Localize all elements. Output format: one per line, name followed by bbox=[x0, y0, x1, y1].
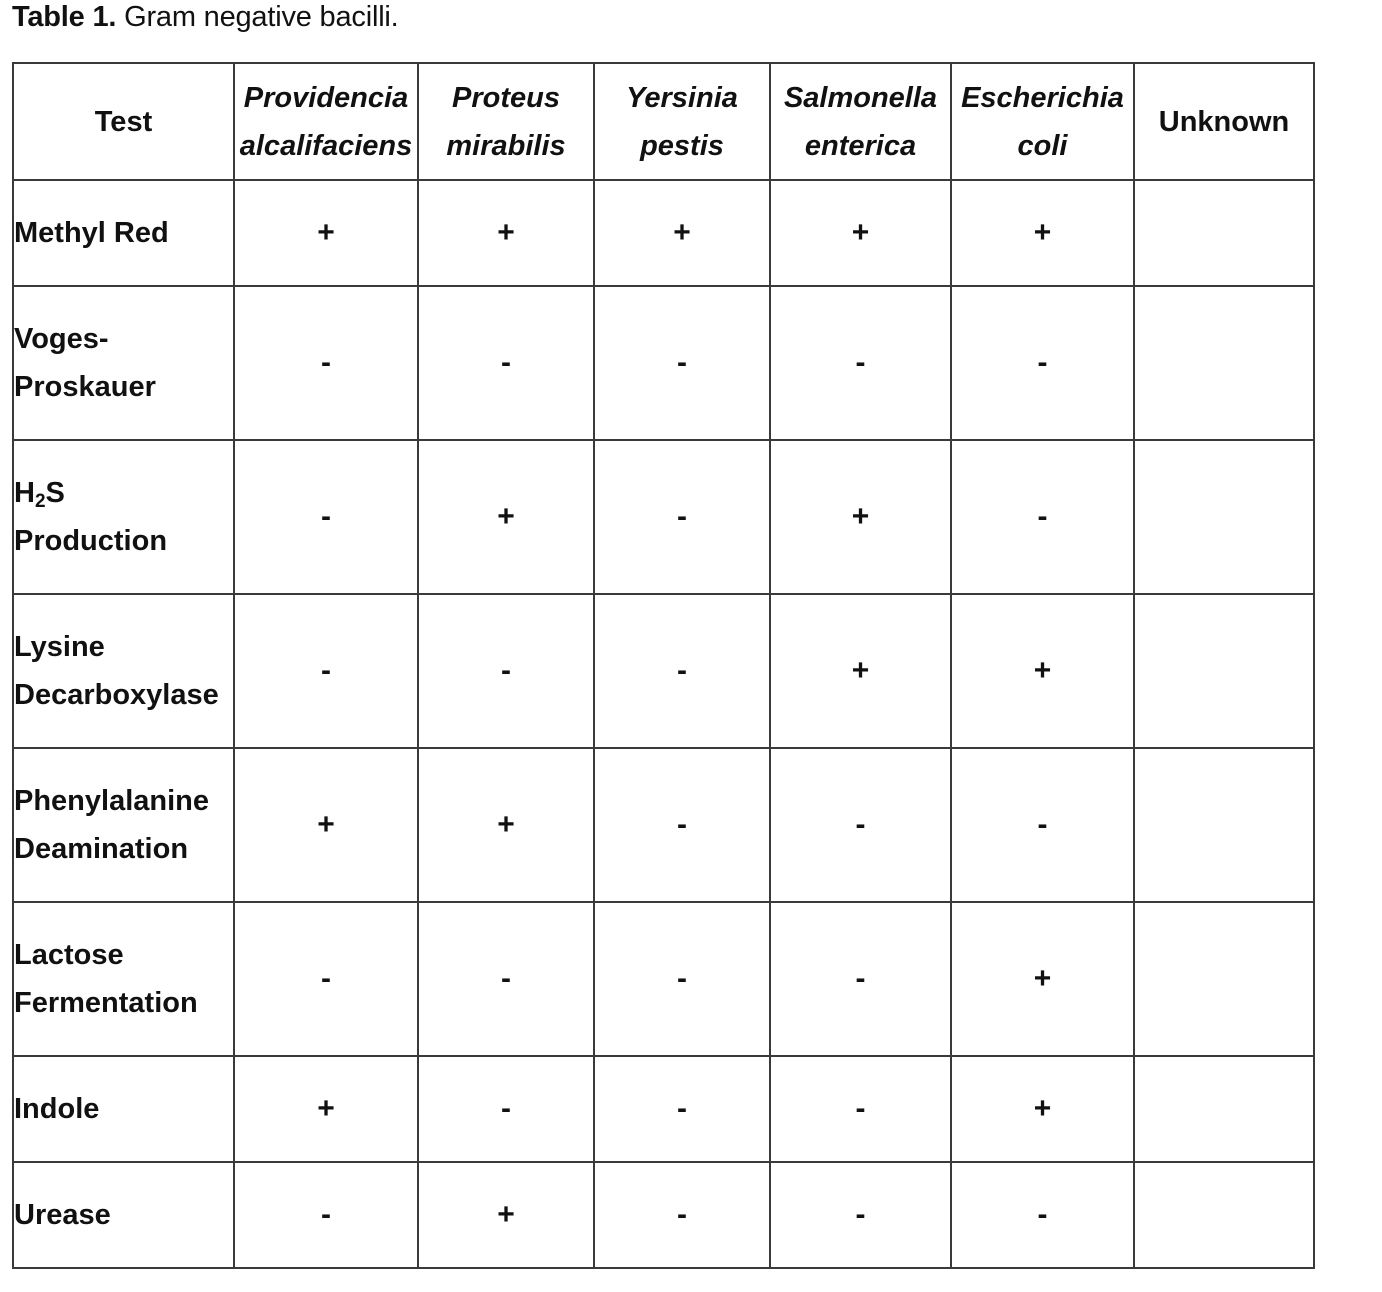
unknown-result-cell bbox=[1134, 594, 1314, 748]
header-row bbox=[13, 63, 1314, 180]
row-test-line: Voges- bbox=[14, 323, 109, 355]
row-test-name bbox=[13, 180, 234, 286]
column-header-line: Providencia bbox=[243, 81, 409, 114]
column-header-line: Salmonella bbox=[783, 81, 938, 114]
table-row bbox=[13, 286, 1314, 440]
row-test-line: Decarboxylase bbox=[14, 679, 219, 711]
result-cell: - bbox=[951, 286, 1134, 440]
row-test-name bbox=[13, 286, 234, 440]
row-test-line: Indole bbox=[14, 1093, 100, 1125]
result-cell: - bbox=[234, 902, 418, 1056]
result-cell: + bbox=[418, 440, 594, 594]
table-row bbox=[13, 902, 1314, 1056]
result-cell: + bbox=[951, 1056, 1134, 1162]
table-row bbox=[13, 594, 1314, 748]
result-cell: - bbox=[594, 594, 770, 748]
result-cell: - bbox=[594, 748, 770, 902]
column-header-organism bbox=[951, 63, 1134, 180]
row-test-line: Phenylalanine bbox=[14, 785, 210, 817]
table-row bbox=[13, 440, 1314, 594]
result-cell: + bbox=[234, 180, 418, 286]
result-cell: - bbox=[418, 1056, 594, 1162]
result-cell: - bbox=[770, 902, 951, 1056]
result-cell: + bbox=[418, 180, 594, 286]
result-cell: - bbox=[418, 286, 594, 440]
result-cell: + bbox=[951, 902, 1134, 1056]
row-test-line: Urease bbox=[14, 1199, 111, 1231]
column-header-organism bbox=[594, 63, 770, 180]
result-cell: - bbox=[234, 1162, 418, 1268]
column-header-unknown bbox=[1134, 63, 1314, 180]
result-cell: - bbox=[951, 748, 1134, 902]
result-cell: - bbox=[594, 1162, 770, 1268]
table-row bbox=[13, 1162, 1314, 1268]
row-test-name bbox=[13, 594, 234, 748]
result-cell: - bbox=[418, 594, 594, 748]
result-cell: + bbox=[951, 180, 1134, 286]
row-test-line: Lysine bbox=[14, 631, 105, 663]
column-header-line: enterica bbox=[804, 129, 917, 162]
result-cell: - bbox=[234, 594, 418, 748]
column-header-line: alcalifaciens bbox=[239, 129, 413, 162]
table-caption bbox=[12, 0, 399, 34]
column-header-line: mirabilis bbox=[446, 129, 566, 162]
row-test-line: Methyl Red bbox=[14, 217, 169, 249]
result-cell: + bbox=[234, 1056, 418, 1162]
result-cell: + bbox=[770, 594, 951, 748]
result-cell: + bbox=[951, 594, 1134, 748]
row-test-formula: $H_2S$ bbox=[14, 477, 65, 512]
result-cell: - bbox=[418, 902, 594, 1056]
result-cell: - bbox=[594, 286, 770, 440]
unknown-result-cell bbox=[1134, 1056, 1314, 1162]
unknown-result-cell bbox=[1134, 286, 1314, 440]
row-test-name bbox=[13, 902, 234, 1056]
result-cell: + bbox=[770, 440, 951, 594]
result-cell: - bbox=[594, 440, 770, 594]
result-cell: - bbox=[594, 902, 770, 1056]
result-cell: - bbox=[770, 748, 951, 902]
unknown-result-cell bbox=[1134, 902, 1314, 1056]
table-body bbox=[13, 180, 1314, 1268]
row-test-line: Production bbox=[14, 525, 168, 557]
result-cell: - bbox=[234, 440, 418, 594]
row-test-name bbox=[13, 440, 234, 594]
column-header-line: Proteus bbox=[452, 81, 560, 114]
column-header-line: Test bbox=[94, 105, 153, 138]
result-cell: + bbox=[418, 1162, 594, 1268]
row-test-line: Lactose bbox=[14, 939, 124, 971]
row-test-name bbox=[13, 748, 234, 902]
column-header-organism bbox=[418, 63, 594, 180]
row-test-name bbox=[13, 1056, 234, 1162]
column-header-line: pestis bbox=[640, 129, 724, 162]
result-cell: + bbox=[594, 180, 770, 286]
table-row bbox=[13, 1056, 1314, 1162]
result-cell: + bbox=[234, 748, 418, 902]
table-caption-text: Gram negative bacilli. bbox=[116, 1, 399, 33]
column-header-organism bbox=[770, 63, 951, 180]
unknown-result-cell bbox=[1134, 440, 1314, 594]
row-test-line: Deamination bbox=[14, 833, 189, 865]
column-header-line: Escherichia bbox=[961, 81, 1124, 114]
unknown-result-cell bbox=[1134, 1162, 1314, 1268]
result-cell: - bbox=[951, 1162, 1134, 1268]
result-cell: - bbox=[951, 440, 1134, 594]
result-cell: + bbox=[770, 180, 951, 286]
row-test-name bbox=[13, 1162, 234, 1268]
table-caption-label: Table 1. bbox=[12, 1, 117, 33]
result-cell: - bbox=[770, 1056, 951, 1162]
column-header-line: Unknown bbox=[1158, 105, 1290, 138]
row-test-line: Fermentation bbox=[14, 987, 198, 1019]
table-row bbox=[13, 180, 1314, 286]
result-cell: - bbox=[770, 286, 951, 440]
column-header-test bbox=[13, 63, 234, 180]
column-header-line: coli bbox=[1017, 129, 1068, 162]
row-test-line: Proskauer bbox=[14, 371, 156, 403]
result-cell: - bbox=[770, 1162, 951, 1268]
gram-negative-bacilli-table bbox=[12, 62, 1315, 1269]
column-header-line: Yersinia bbox=[626, 81, 738, 114]
unknown-result-cell bbox=[1134, 180, 1314, 286]
table-row bbox=[13, 748, 1314, 902]
result-cell: - bbox=[594, 1056, 770, 1162]
column-header-organism bbox=[234, 63, 418, 180]
unknown-result-cell bbox=[1134, 748, 1314, 902]
result-cell: - bbox=[234, 286, 418, 440]
result-cell: + bbox=[418, 748, 594, 902]
